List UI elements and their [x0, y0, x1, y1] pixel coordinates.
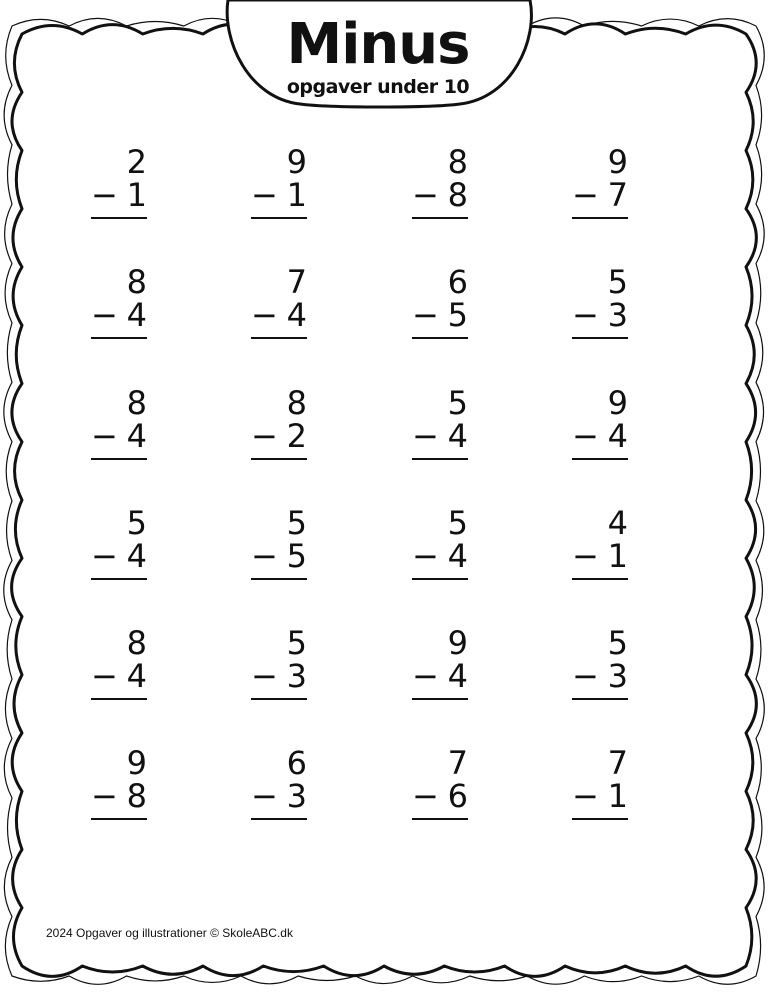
subtrahend: 3: [607, 657, 628, 695]
minuend: 7: [286, 263, 307, 301]
subtraction-problem: [572, 145, 628, 225]
minus-sign: −: [251, 296, 278, 334]
subtrahend-row: [572, 659, 628, 693]
minuend: 5: [447, 504, 468, 542]
answer-line[interactable]: [251, 337, 307, 339]
minuend: 9: [126, 744, 147, 782]
subtrahend-row: [412, 419, 468, 453]
subtrahend: 3: [286, 777, 307, 815]
answer-line[interactable]: [91, 578, 147, 580]
subtrahend: 8: [447, 176, 468, 214]
minuend: 8: [447, 143, 468, 181]
answer-line[interactable]: [412, 818, 468, 820]
subtraction-problem: [572, 265, 628, 345]
subtrahend: 4: [447, 657, 468, 695]
subtrahend: 6: [447, 777, 468, 815]
minus-sign: −: [91, 296, 118, 334]
subtrahend-row: [572, 419, 628, 453]
subtrahend: 4: [447, 537, 468, 575]
minus-sign: −: [91, 176, 118, 214]
subtrahend: 4: [126, 417, 147, 455]
answer-line[interactable]: [412, 698, 468, 700]
subtraction-problem: [251, 145, 307, 225]
subtraction-problem: [251, 626, 307, 706]
subtrahend: 1: [607, 777, 628, 815]
subtrahend-row: [572, 178, 628, 212]
answer-line[interactable]: [251, 217, 307, 219]
minus-sign: −: [251, 657, 278, 695]
subtrahend-row: [91, 419, 147, 453]
minus-sign: −: [412, 657, 439, 695]
subtrahend: 3: [607, 296, 628, 334]
subtrahend-row: [91, 178, 147, 212]
minuend: 9: [286, 143, 307, 181]
minuend: 8: [126, 624, 147, 662]
page-subtitle: opgaver under 10: [286, 76, 470, 98]
subtrahend-row: [251, 659, 307, 693]
minus-sign: −: [572, 537, 599, 575]
subtraction-problem: [412, 626, 468, 706]
subtrahend-row: [91, 539, 147, 573]
subtrahend-row: [251, 178, 307, 212]
subtrahend: 1: [126, 176, 147, 214]
answer-line[interactable]: [412, 578, 468, 580]
subtraction-problem: [572, 386, 628, 466]
subtraction-problem: [412, 386, 468, 466]
subtrahend-row: [412, 178, 468, 212]
answer-line[interactable]: [572, 458, 628, 460]
subtrahend: 7: [607, 176, 628, 214]
subtraction-problem: [91, 746, 147, 826]
minus-sign: −: [572, 657, 599, 695]
answer-line[interactable]: [251, 458, 307, 460]
answer-line[interactable]: [572, 578, 628, 580]
subtrahend-row: [251, 298, 307, 332]
minuend: 7: [447, 744, 468, 782]
minus-sign: −: [251, 417, 278, 455]
subtrahend: 4: [126, 296, 147, 334]
subtraction-problem: [572, 626, 628, 706]
subtraction-problem: [572, 506, 628, 586]
minuend: 5: [607, 263, 628, 301]
minus-sign: −: [412, 176, 439, 214]
answer-line[interactable]: [251, 698, 307, 700]
answer-line[interactable]: [572, 818, 628, 820]
subtrahend-row: [91, 298, 147, 332]
answer-line[interactable]: [572, 337, 628, 339]
subtrahend: 3: [286, 657, 307, 695]
answer-line[interactable]: [91, 337, 147, 339]
subtrahend: 4: [286, 296, 307, 334]
answer-line[interactable]: [91, 818, 147, 820]
subtrahend-row: [251, 419, 307, 453]
subtraction-problem: [91, 265, 147, 345]
answer-line[interactable]: [572, 217, 628, 219]
page-title: Minus: [286, 12, 470, 77]
subtrahend-row: [91, 659, 147, 693]
minuend: 8: [126, 263, 147, 301]
answer-line[interactable]: [91, 458, 147, 460]
minus-sign: −: [91, 537, 118, 575]
subtrahend: 4: [126, 657, 147, 695]
answer-line[interactable]: [572, 698, 628, 700]
subtraction-problem: [572, 746, 628, 826]
answer-line[interactable]: [251, 818, 307, 820]
minus-sign: −: [412, 296, 439, 334]
minus-sign: −: [412, 537, 439, 575]
subtrahend: 1: [286, 176, 307, 214]
subtraction-problem: [412, 145, 468, 225]
minus-sign: −: [251, 176, 278, 214]
minuend: 5: [286, 504, 307, 542]
answer-line[interactable]: [251, 578, 307, 580]
minus-sign: −: [91, 417, 118, 455]
subtrahend: 4: [607, 417, 628, 455]
minuend: 5: [607, 624, 628, 662]
answer-line[interactable]: [412, 458, 468, 460]
minus-sign: −: [572, 176, 599, 214]
minus-sign: −: [412, 777, 439, 815]
subtrahend-row: [412, 539, 468, 573]
minuend: 5: [286, 624, 307, 662]
minus-sign: −: [91, 657, 118, 695]
subtrahend-row: [572, 298, 628, 332]
subtrahend-row: [412, 779, 468, 813]
minus-sign: −: [91, 777, 118, 815]
subtrahend-row: [91, 779, 147, 813]
subtraction-problem: [251, 265, 307, 345]
subtraction-problem: [251, 746, 307, 826]
subtraction-problem: [251, 506, 307, 586]
minuend: 6: [447, 263, 468, 301]
answer-line[interactable]: [91, 698, 147, 700]
minus-sign: −: [251, 537, 278, 575]
minuend: 5: [126, 504, 147, 542]
copyright-footer: 2024 Opgaver og illustrationer © SkoleABC.dk: [46, 926, 293, 940]
minus-sign: −: [572, 417, 599, 455]
minuend: 5: [447, 384, 468, 422]
subtrahend: 4: [126, 537, 147, 575]
subtrahend: 4: [447, 417, 468, 455]
subtraction-problem: [91, 386, 147, 466]
subtrahend: 1: [607, 537, 628, 575]
subtrahend: 5: [447, 296, 468, 334]
subtraction-problem: [91, 145, 147, 225]
subtrahend: 2: [286, 417, 307, 455]
minus-sign: −: [572, 777, 599, 815]
minuend: 4: [607, 504, 628, 542]
answer-line[interactable]: [412, 337, 468, 339]
subtraction-problem: [412, 506, 468, 586]
answer-line[interactable]: [412, 217, 468, 219]
subtrahend: 8: [126, 777, 147, 815]
minuend: 8: [286, 384, 307, 422]
subtraction-problem: [91, 626, 147, 706]
minuend: 7: [607, 744, 628, 782]
subtraction-problem: [251, 386, 307, 466]
subtraction-problem: [412, 265, 468, 345]
minuend: 6: [286, 744, 307, 782]
subtrahend-row: [412, 659, 468, 693]
subtrahend-row: [251, 539, 307, 573]
minuend: 2: [126, 143, 147, 181]
minus-sign: −: [572, 296, 599, 334]
subtrahend-row: [572, 539, 628, 573]
minuend: 9: [607, 143, 628, 181]
minus-sign: −: [251, 777, 278, 815]
minuend: 8: [126, 384, 147, 422]
minus-sign: −: [412, 417, 439, 455]
answer-line[interactable]: [91, 217, 147, 219]
subtrahend: 5: [286, 537, 307, 575]
minuend: 9: [447, 624, 468, 662]
subtraction-problem: [412, 746, 468, 826]
subtrahend-row: [572, 779, 628, 813]
minuend: 9: [607, 384, 628, 422]
subtraction-problem: [91, 506, 147, 586]
subtrahend-row: [412, 298, 468, 332]
subtrahend-row: [251, 779, 307, 813]
